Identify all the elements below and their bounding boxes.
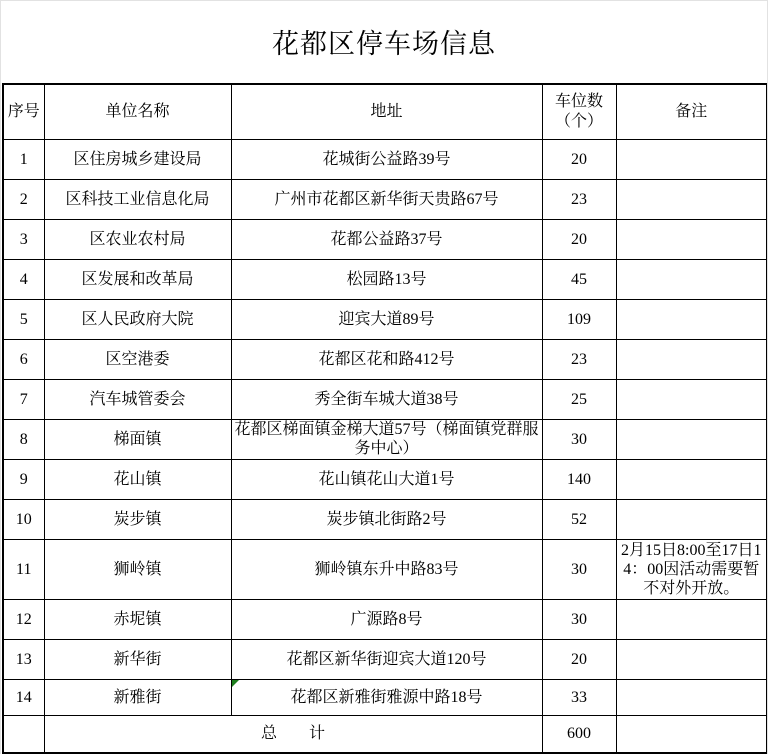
cell-address: 花都区新华街迎宾大道120号 <box>231 639 542 679</box>
cell-remark <box>616 259 767 299</box>
col-header-seats-line1: 车位数 <box>554 92 603 110</box>
cell-no: 10 <box>3 499 44 539</box>
table-row <box>3 419 767 459</box>
cell-unit-name: 区发展和改革局 <box>44 259 231 299</box>
cell-address: 迎宾大道89号 <box>231 299 542 339</box>
cell-unit-name: 区空港委 <box>44 339 231 379</box>
table-row <box>3 599 767 639</box>
cell-seats: 20 <box>542 139 616 179</box>
cell-seats: 30 <box>542 599 616 639</box>
cell-address-text: 花都区新雅街雅源中路18号 <box>290 688 483 706</box>
cell-seats: 30 <box>542 419 616 459</box>
cell-seats: 109 <box>542 299 616 339</box>
cell-address: 花城街公益路39号 <box>231 139 542 179</box>
col-header-seats <box>542 84 616 139</box>
cell-seats: 23 <box>542 339 616 379</box>
col-header-address: 地址 <box>231 84 542 139</box>
cell-address: 花都区梯面镇金梯大道57号（梯面镇党群服务中心） <box>231 419 542 459</box>
cell-seats: 33 <box>542 679 616 715</box>
table-header-row <box>3 84 767 139</box>
cell-address: 炭步镇北街路2号 <box>231 499 542 539</box>
table-row <box>3 339 767 379</box>
table-row <box>3 259 767 299</box>
cell-unit-name: 新华街 <box>44 639 231 679</box>
cell-corner-flag-icon <box>232 680 239 687</box>
table-total-row <box>3 715 767 753</box>
cell-unit-name: 炭步镇 <box>44 499 231 539</box>
cell-no: 3 <box>3 219 44 259</box>
col-header-unit-name: 单位名称 <box>44 84 231 139</box>
cell-remark <box>616 179 767 219</box>
cell-address: 秀全街车城大道38号 <box>231 379 542 419</box>
cell-remark <box>616 219 767 259</box>
cell-remark <box>616 139 767 179</box>
cell-seats: 20 <box>542 219 616 259</box>
cell-address: 广州市花都区新华街天贵路67号 <box>231 179 542 219</box>
cell-no: 12 <box>3 599 44 639</box>
cell-remark <box>616 599 767 639</box>
table-row <box>3 459 767 499</box>
cell-no <box>3 715 44 753</box>
cell-remark <box>616 299 767 339</box>
cell-unit-name: 区住房城乡建设局 <box>44 139 231 179</box>
cell-seats: 30 <box>542 539 616 599</box>
cell-address: 花都公益路37号 <box>231 219 542 259</box>
cell-seats: 140 <box>542 459 616 499</box>
cell-unit-name: 赤坭镇 <box>44 599 231 639</box>
table-row <box>3 179 767 219</box>
cell-address <box>231 679 542 715</box>
total-label-cell: 总 计 <box>44 715 542 753</box>
table-row <box>3 139 767 179</box>
cell-seats: 20 <box>542 639 616 679</box>
table-row <box>3 379 767 419</box>
cell-no: 2 <box>3 179 44 219</box>
cell-no: 14 <box>3 679 44 715</box>
cell-unit-name: 区人民政府大院 <box>44 299 231 339</box>
table-row <box>3 639 767 679</box>
cell-address: 狮岭镇东升中路83号 <box>231 539 542 599</box>
cell-remark <box>616 679 767 715</box>
cell-remark <box>616 419 767 459</box>
cell-address: 花山镇花山大道1号 <box>231 459 542 499</box>
cell-seats: 52 <box>542 499 616 539</box>
cell-remark <box>616 499 767 539</box>
cell-no: 6 <box>3 339 44 379</box>
cell-seats: 23 <box>542 179 616 219</box>
cell-seats: 45 <box>542 259 616 299</box>
cell-unit-name: 区农业农村局 <box>44 219 231 259</box>
table-row <box>3 219 767 259</box>
col-header-remark: 备注 <box>616 84 767 139</box>
table-row <box>3 499 767 539</box>
cell-address: 松园路13号 <box>231 259 542 299</box>
cell-unit-name: 梯面镇 <box>44 419 231 459</box>
cell-no: 8 <box>3 419 44 459</box>
cell-no: 5 <box>3 299 44 339</box>
cell-remark <box>616 379 767 419</box>
cell-address: 花都区花和路412号 <box>231 339 542 379</box>
page-title: 花都区停车场信息 <box>272 29 496 59</box>
total-seats-cell: 600 <box>542 715 616 753</box>
cell-no: 11 <box>3 539 44 599</box>
cell-remark <box>616 459 767 499</box>
cell-unit-name: 花山镇 <box>44 459 231 499</box>
col-header-no: 序号 <box>3 84 44 139</box>
cell-no: 13 <box>3 639 44 679</box>
cell-unit-name: 汽车城管委会 <box>44 379 231 419</box>
cell-remark <box>616 639 767 679</box>
cell-address: 广源路8号 <box>231 599 542 639</box>
cell-no: 7 <box>3 379 44 419</box>
col-header-seats-line2: （个） <box>554 112 603 130</box>
cell-seats: 25 <box>542 379 616 419</box>
cell-no: 1 <box>3 139 44 179</box>
cell-unit-name: 新雅街 <box>44 679 231 715</box>
cell-unit-name: 狮岭镇 <box>44 539 231 599</box>
parking-info-table <box>2 83 768 754</box>
cell-remark: 2月15日8:00至17日14：00因活动需要暂不对外开放。 <box>616 539 767 599</box>
table-row <box>3 679 767 715</box>
cell-no: 9 <box>3 459 44 499</box>
cell-remark <box>616 339 767 379</box>
cell-unit-name: 区科技工业信息化局 <box>44 179 231 219</box>
cell-no: 4 <box>3 259 44 299</box>
table-row <box>3 299 767 339</box>
table-row <box>3 539 767 599</box>
cell-remark <box>616 715 767 753</box>
